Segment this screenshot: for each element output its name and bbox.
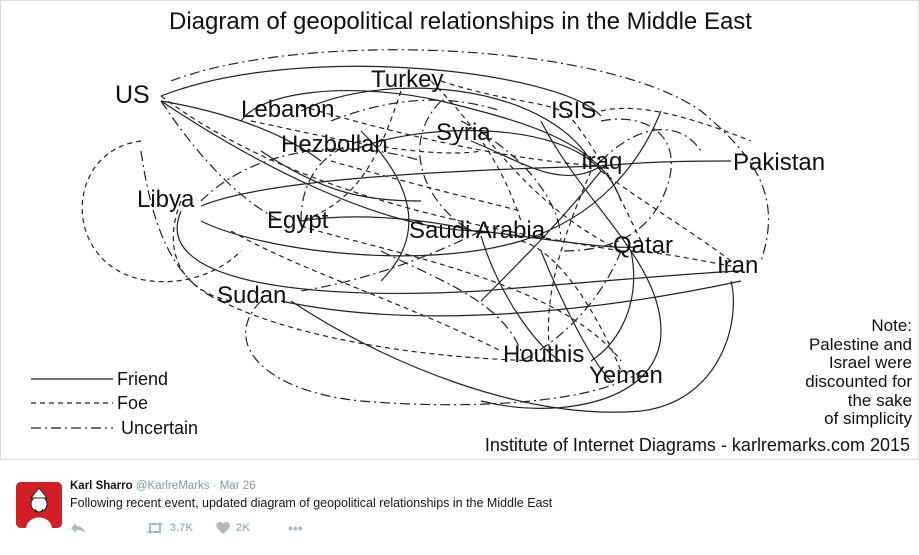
node-us: US — [115, 81, 150, 109]
credit: Institute of Internet Diagrams - karlremarks.com 2015 — [484, 435, 910, 455]
avatar-portrait-icon — [16, 482, 62, 528]
reply-button[interactable] — [70, 522, 86, 534]
heart-icon — [216, 522, 230, 534]
avatar[interactable] — [16, 482, 62, 528]
tweet-author[interactable]: Karl Sharro — [70, 480, 133, 492]
tweet-date[interactable]: · Mar 26 — [212, 480, 256, 492]
like-button[interactable] — [216, 522, 250, 534]
legend-uncertain: Uncertain — [121, 418, 199, 438]
node-yemen: Yemen — [589, 362, 663, 389]
note-line: Israel were — [828, 353, 912, 373]
node-iraq: Iraq — [581, 148, 623, 175]
tweet — [0, 460, 919, 555]
note-line: of simplicity — [824, 409, 912, 429]
note-line: Note: — [871, 316, 912, 335]
node-qatar: Qatar — [613, 232, 674, 259]
node-egypt: Egypt — [267, 207, 329, 234]
node-syria: Syria — [436, 119, 491, 146]
note-line: the sake — [847, 390, 912, 410]
reply-icon — [70, 522, 86, 534]
more-button[interactable] — [288, 520, 303, 536]
tweet-handle[interactable]: @KarlreMarks — [135, 480, 210, 492]
legend-foe: Foe — [117, 393, 149, 413]
note-line: Palestine and — [808, 334, 912, 354]
node-houthis: Houthis — [503, 341, 585, 368]
note — [712, 317, 912, 429]
tweet-header — [70, 480, 256, 492]
node-libya: Libya — [137, 186, 195, 213]
node-hezbollah: Hezbollah — [281, 131, 388, 158]
node-pakistan: Pakistan — [733, 149, 826, 176]
retweet-button[interactable] — [146, 522, 193, 534]
node-iran: Iran — [717, 252, 759, 279]
more-icon: ••• — [288, 520, 303, 536]
legend-lines — [31, 379, 113, 428]
note-line: discounted for — [805, 372, 912, 392]
legend-friend: Friend — [117, 369, 169, 389]
like-count: 2K — [236, 522, 251, 534]
retweet-icon — [146, 522, 164, 534]
node-turkey: Turkey — [371, 66, 444, 93]
retweet-count: 3.7K — [170, 522, 194, 534]
node-lebanon: Lebanon — [241, 96, 335, 123]
node-isis: ISIS — [551, 97, 597, 124]
diagram-title: Diagram of geopolitical relationships in the Middle East — [169, 8, 752, 35]
node-sudan: Sudan — [217, 282, 287, 309]
tweet-text: Following recent event, updated diagram of geopolitical relationships in the Middle East — [70, 496, 553, 510]
node-saudi-arabia: Saudi Arabia — [409, 217, 546, 244]
